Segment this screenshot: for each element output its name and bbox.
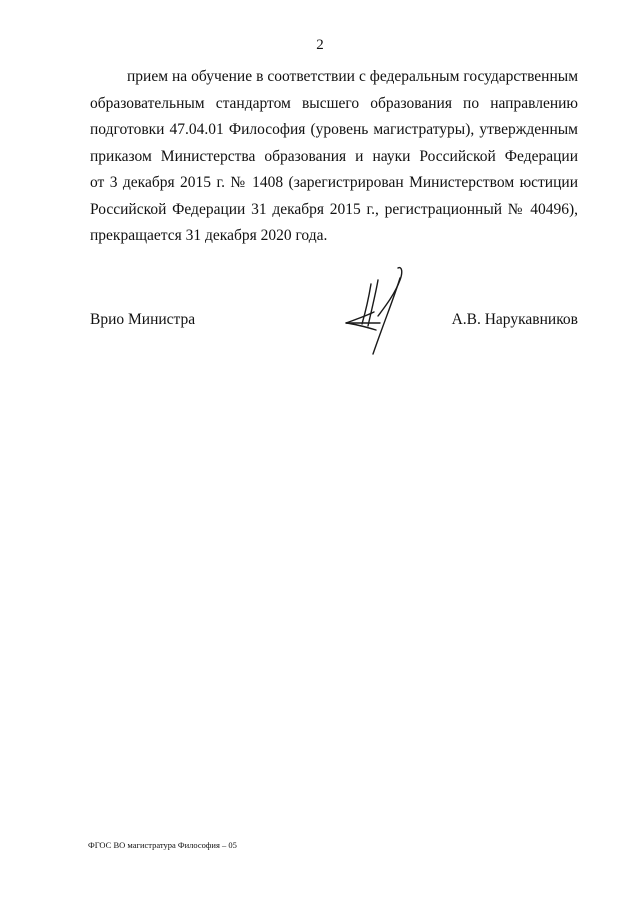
signatory-title: Врио Министра <box>90 311 196 328</box>
paragraph-line: подготовки 47.04.01 Философия (уровень магистратуры), утвержденным <box>90 121 578 138</box>
paragraph-line: от 3 декабря 2015 г. № 1408 (зарегистрирован Министерством юстиции <box>90 174 578 191</box>
signatory-name: А.В. Нарукавников <box>451 311 578 328</box>
footer-note: ФГОС ВО магистратура Философия – 05 <box>88 840 237 850</box>
body-paragraph <box>90 64 578 250</box>
paragraph-line: прекращается 31 декабря 2020 года. <box>90 227 328 244</box>
paragraph-line: приказом Министерства образования и науки Российской Федерации <box>90 147 578 165</box>
paragraph-line: образовательным стандартом высшего образования по направлению <box>90 94 578 112</box>
handwritten-signature <box>340 262 410 358</box>
paragraph-line: Российской Федерации 31 декабря 2015 г., регистрационный № 40496), <box>90 200 578 218</box>
paragraph-line: прием на обучение в соответствии с федеральным государственным <box>127 68 578 85</box>
page-number: 2 <box>316 37 324 53</box>
signature-block <box>90 309 578 331</box>
